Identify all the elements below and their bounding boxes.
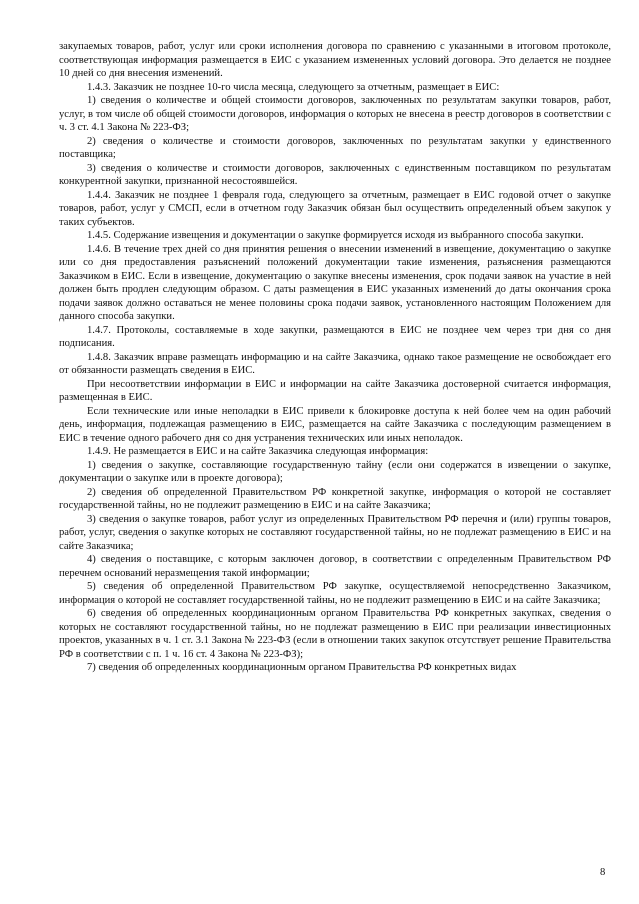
paragraph: 3) сведения о количестве и стоимости договоров, заключенных с единственным поставщиком по результатам конкурентной закупки, признанной несостоявшейся. xyxy=(59,162,611,187)
page-number: 8 xyxy=(600,867,606,878)
paragraph: 2) сведения об определенной Правительством РФ конкретной закупке, информация о которой не составляет государственной тайны, но не подлежит размещению в ЕИС и на сайте Заказчика; xyxy=(59,486,611,511)
paragraph: 1.4.5. Содержание извещения и документации о закупке формируется исходя из выбранного способа закупки. xyxy=(87,230,584,241)
paragraph: закупаемых товаров, работ, услуг или сроки исполнения договора по сравнению с указанными в итоговом протоколе, соответствующая информация размещается в ЕИС с указанием измененных условий договора. Это делается не позднее 10 дней со дня внесения изменений. xyxy=(59,41,611,79)
paragraph: 1) сведения о закупке, составляющие государственную тайну (если они содержатся в извещении о закупке, документации о закупке или в проекте договора); xyxy=(59,459,611,484)
paragraph: 1.4.9. Не размещается в ЕИС и на сайте Заказчика следующая информация: xyxy=(87,446,429,457)
paragraph: 5) сведения об определенной Правительством РФ закупке, осуществляемой непосредственно Заказчиком, информация о которой не составляет государственной тайны, но не подлежит размещению в ЕИС и на сайте Заказчика; xyxy=(59,581,611,606)
paragraph: При несоответствии информации в ЕИС и информации на сайте Заказчика достоверной считается информация, размещенная в ЕИС. xyxy=(59,378,611,403)
paragraph: 1.4.4. Заказчик не позднее 1 февраля года, следующего за отчетным, размещает в ЕИС годовой отчет о закупке товаров, работ, услуг у СМСП, если в отчетном году Заказчик обязан был осуществить определенный объем закупок у таких субъектов. xyxy=(59,189,611,228)
paragraph: 1) сведения о количестве и общей стоимости договоров, заключенных по результатам закупки товаров, работ, услуг, в том числе об общей стоимости договоров, информация о которых не внесена в реестр договоров в соответствии с ч. 3 ст. 4.1 Закона № 223-ФЗ; xyxy=(59,95,611,133)
paragraph: 1.4.3. Заказчик не позднее 10-го числа месяца, следующего за отчетным, размещает в ЕИС: xyxy=(87,81,500,93)
paragraph: 7) сведения об определенных координационным органом Правительства РФ конкретных видах xyxy=(87,662,517,673)
paragraph: 2) сведения о количестве и стоимости договоров, заключенных по результатам закупки у единственного поставщика; xyxy=(59,135,611,160)
paragraph: 1.4.6. В течение трех дней со дня принятия решения о внесении изменений в извещение, документацию о закупке или со дня предоставления разъяснений положений документации такие изменения, разъяснения размещаются Заказчиком в ЕИС. Если в извещение, документацию о закупке внесены изменения, срок подачи заявок на участие в ней должен быть продлен следующим образом. С даты размещения в ЕИС указанных изменений до даты окончания срока подачи заявок должно оставаться не менее половины срока подачи заявок, установленного настоящим Положением для данного способа закупки. xyxy=(59,243,611,322)
paragraph: Если технические или иные неполадки в ЕИС привели к блокировке доступа к ней более чем на один рабочий день, информация, подлежащая размещению в ЕИС, размещается на сайте Заказчика с последующим размещением в ЕИС в течение одного рабочего дня со дня устранения технических или иных неполадок. xyxy=(59,405,611,444)
paragraph: 6) сведения об определенных координационным органом Правительства РФ конкретных закупках, сведения о которых не составляют государственной тайны, но не подлежат размещению в ЕИС при реализации инвестиционных проектов, указанных в ч. 1 ст. 3.1 Закона № 223-ФЗ (если в отношении таких закупок отсутствует решение Правительства РФ в соответствии с п. 1 ч. 16 ст. 4 Закона № 223-ФЗ); xyxy=(59,608,611,660)
paragraph: 3) сведения о закупке товаров, работ услуг из определенных Правительством РФ перечня и (или) группы товаров, работ, услуг, сведения о закупке которых не составляют государственной тайны, но не подлежат размещению в ЕИС и на сайте Заказчика; xyxy=(59,513,611,552)
paragraph: 1.4.7. Протоколы, составляемые в ходе закупки, размещаются в ЕИС не позднее чем через три дня со дня подписания. xyxy=(59,324,611,349)
paragraph: 1.4.8. Заказчик вправе размещать информацию и на сайте Заказчика, однако такое размещение не освобождает его от обязанности размещать сведения в ЕИС. xyxy=(59,351,611,376)
paragraph: 4) сведения о поставщике, с которым заключен договор, в соответствии с определенным Правительством РФ перечнем оснований неразмещения такой информации; xyxy=(59,554,611,579)
